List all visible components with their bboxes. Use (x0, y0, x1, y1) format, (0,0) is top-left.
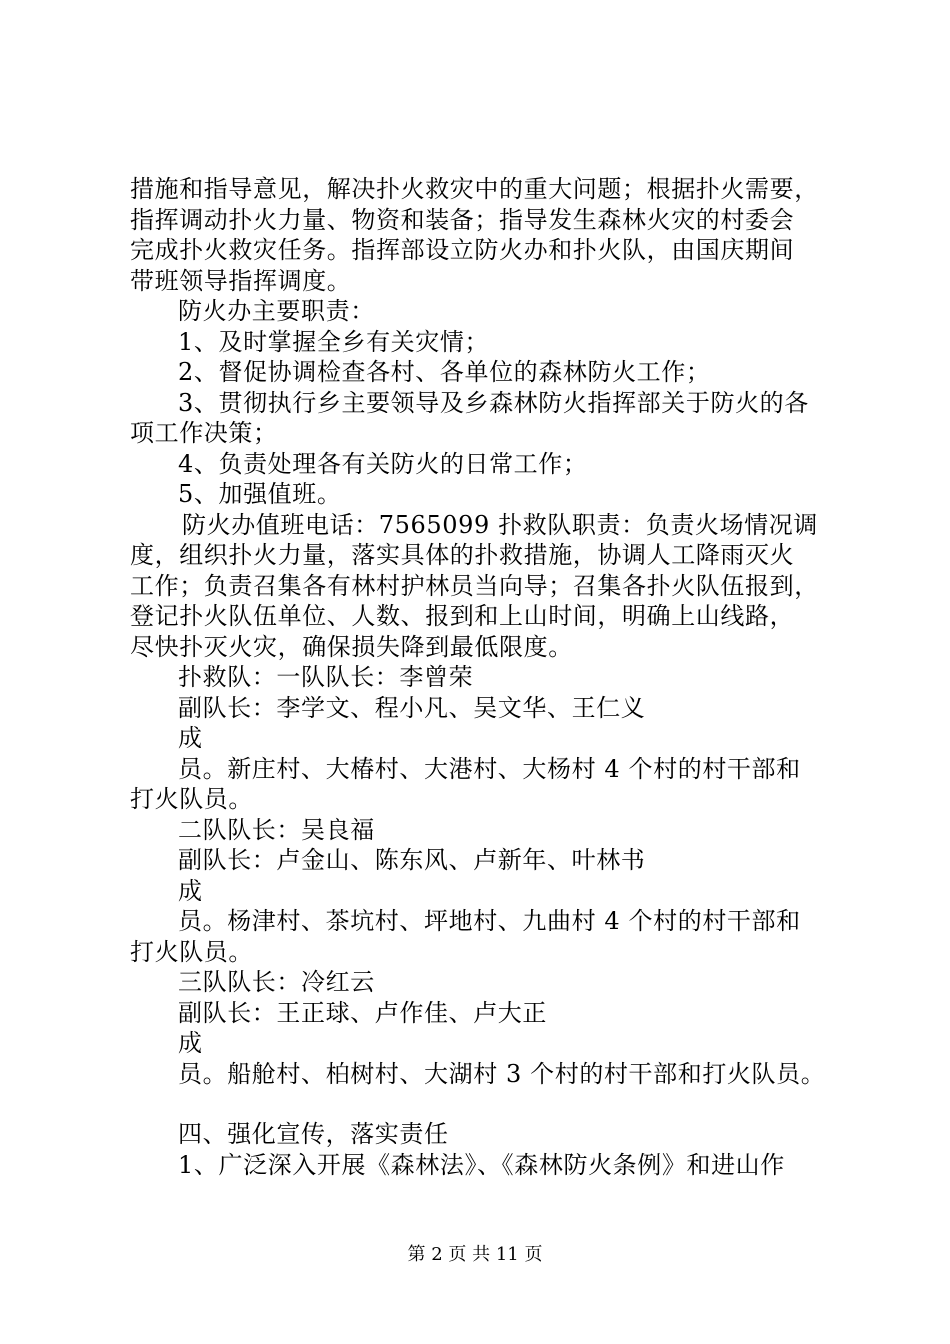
text-line: 4、负责处理各有关防火的日常工作； (178, 449, 588, 478)
text-line: 完成扑火救灾任务。指挥部设立防火办和扑火队，由国庆期间 (130, 236, 795, 264)
text-line: 防火办主要职责： (178, 297, 375, 325)
text-line: 员。杨津村、茶坑村、坪地村、九曲村 4 个村的村干部和 (178, 907, 801, 935)
text-line: 1、广泛深入开展《森林法》、《森林防火条例》和进山作 (178, 1150, 785, 1179)
text-line: 工作；负责召集各有林村护林员当向导；召集各扑火队伍报到， (130, 571, 819, 600)
text-line: 尽快扑灭火灾，确保损失降到最低限度。 (130, 632, 573, 661)
text-line: 成 (178, 1029, 203, 1057)
text-line: 3、贯彻执行乡主要领导及乡森林防火指挥部关于防火的各 (178, 388, 809, 417)
text-line: 三队队长：冷红云 (178, 968, 375, 996)
text-line: 员。船舱村、柏树村、大湖村 3 个村的村干部和打火队员。 (178, 1059, 826, 1088)
paragraph-gap (130, 1089, 836, 1119)
text-line: 度，组织扑火力量，落实具体的扑救措施，协调人工降雨灭火 (130, 541, 795, 569)
text-line: 登记扑火队伍单位、人数、报到和上山时间，明确上山线路， (130, 602, 795, 630)
text-line: 5、加强值班。 (178, 480, 342, 508)
text-line: 1、及时掌握全乡有关灾情； (178, 327, 490, 356)
text-line: 2、督促协调检查各村、各单位的森林防火工作； (178, 358, 711, 386)
text-line: 措施和指导意见，解决扑火救灾中的重大问题；根据扑火需要， (130, 175, 819, 203)
text-line: 副队长：李学文、程小凡、吴文华、王仁义 (178, 693, 646, 722)
text-line: 打火队员。 (130, 937, 253, 966)
page-footer: 第 2 页 共 11 页 (407, 1244, 543, 1265)
text-line: 带班领导指挥调度。 (130, 266, 352, 295)
text-line: 副队长：卢金山、陈东风、卢新年、叶林书 (178, 846, 646, 874)
document-body (130, 174, 836, 1180)
text-line: 二队队长：吴良福 (178, 815, 375, 844)
text-line: 员。新庄村、大椿村、大港村、大杨村 4 个村的村干部和 (178, 754, 801, 783)
text-line: 打火队员。 (130, 785, 253, 813)
text-line: 成 (178, 724, 203, 752)
text-line: 副队长：王正球、卢作佳、卢大正 (178, 998, 547, 1027)
text-line: 扑救队：一队队长：李曾荣 (178, 663, 474, 691)
text-line: 指挥调动扑火力量、物资和装备；指导发生森林火灾的村委会 (130, 205, 795, 234)
text-line: 项工作决策； (130, 419, 278, 447)
section-heading: 四、强化宣传，落实责任 (178, 1120, 449, 1148)
text-line: 成 (178, 876, 203, 905)
text-line: 防火办值班电话：7565099 扑救队职责：负责火场情况调 (182, 510, 818, 539)
